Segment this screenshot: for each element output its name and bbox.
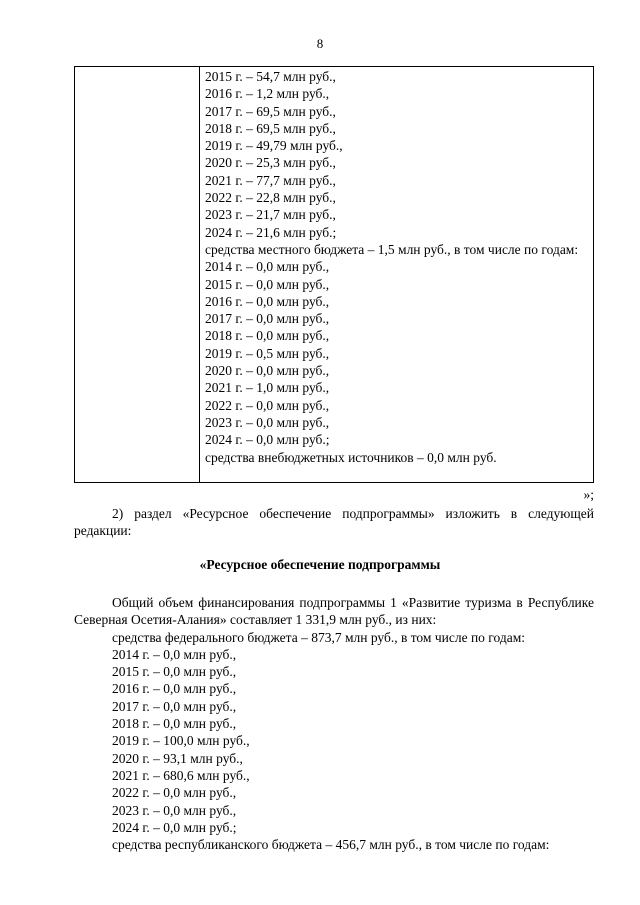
section-body xyxy=(74,594,594,853)
page-number: 8 xyxy=(316,36,324,51)
table-line: 2017 г. – 0,0 млн руб., xyxy=(205,311,330,327)
table-line: 2018 г. – 0,0 млн руб., xyxy=(205,328,330,344)
table-line: 2021 г. – 1,0 млн руб., xyxy=(205,380,330,396)
table-column-divider xyxy=(199,67,200,482)
republic-budget-paragraph: средства республиканского бюджета – 456,7 млн руб., в том числе по годам: xyxy=(112,837,550,853)
table-line: 2022 г. – 0,0 млн руб., xyxy=(205,397,330,413)
total-funding-paragraph: Общий объем финансирования подпрограммы 1 «Развитие туризма в Республике Северная Осетия-Алания» составляет 1 331,9 млн руб., из них: xyxy=(74,595,594,628)
table-line: 2018 г. – 69,5 млн руб., xyxy=(205,120,336,136)
federal-year-line: 2023 г. – 0,0 млн руб., xyxy=(112,802,237,818)
table-line: 2023 г. – 0,0 млн руб., xyxy=(205,414,330,430)
table-line: 2022 г. – 22,8 млн руб., xyxy=(205,190,336,206)
table-line: 2024 г. – 21,6 млн руб.; xyxy=(205,224,337,240)
table-line: 2016 г. – 1,2 млн руб., xyxy=(205,86,330,102)
federal-year-line: 2014 г. – 0,0 млн руб., xyxy=(112,646,237,662)
federal-year-line: 2020 г. – 93,1 млн руб., xyxy=(112,750,243,766)
table-line: 2017 г. – 69,5 млн руб., xyxy=(205,103,336,119)
closing-quote: »; xyxy=(583,487,594,502)
table-line: 2024 г. – 0,0 млн руб.; xyxy=(205,432,330,448)
table-line: 2014 г. – 0,0 млн руб., xyxy=(205,259,330,275)
section-heading: «Ресурсное обеспечение подпрограммы xyxy=(199,557,441,572)
federal-year-line: 2018 г. – 0,0 млн руб., xyxy=(112,716,237,732)
table-line: 2015 г. – 54,7 млн руб., xyxy=(205,69,336,84)
federal-year-line: 2022 г. – 0,0 млн руб., xyxy=(112,785,237,801)
funding-table xyxy=(74,66,594,483)
table-line: 2023 г. – 21,7 млн руб., xyxy=(205,207,336,223)
federal-budget-line: средства федерального бюджета – 873,7 млн руб., в том числе по годам: xyxy=(112,629,526,645)
federal-year-line: 2015 г. – 0,0 млн руб., xyxy=(112,664,237,680)
amendment-paragraph: 2) раздел «Ресурсное обеспечение подпрограммы» изложить в следующей редакции: xyxy=(74,506,594,539)
table-line: 2020 г. – 25,3 млн руб., xyxy=(205,155,336,171)
table-line: 2016 г. – 0,0 млн руб., xyxy=(205,293,330,309)
federal-year-line: 2021 г. – 680,6 млн руб., xyxy=(112,767,250,783)
local-budget-line: средства местного бюджета – 1,5 млн руб., в том числе по годам: xyxy=(205,241,579,257)
federal-year-line: 2016 г. – 0,0 млн руб., xyxy=(112,681,237,697)
table-funding-cell xyxy=(205,68,583,466)
federal-year-line: 2024 г. – 0,0 млн руб.; xyxy=(112,819,237,835)
table-line: 2021 г. – 77,7 млн руб., xyxy=(205,172,336,188)
table-line: 2019 г. – 49,79 млн руб., xyxy=(205,138,343,154)
table-line: 2020 г. – 0,0 млн руб., xyxy=(205,363,330,379)
federal-year-line: 2019 г. – 100,0 млн руб., xyxy=(112,733,250,749)
extrabudgetary-line: средства внебюджетных источников – 0,0 млн руб. xyxy=(205,449,497,465)
federal-year-line: 2017 г. – 0,0 млн руб., xyxy=(112,698,237,714)
table-line: 2015 г. – 0,0 млн руб., xyxy=(205,276,330,292)
table-line: 2019 г. – 0,5 млн руб., xyxy=(205,345,330,361)
